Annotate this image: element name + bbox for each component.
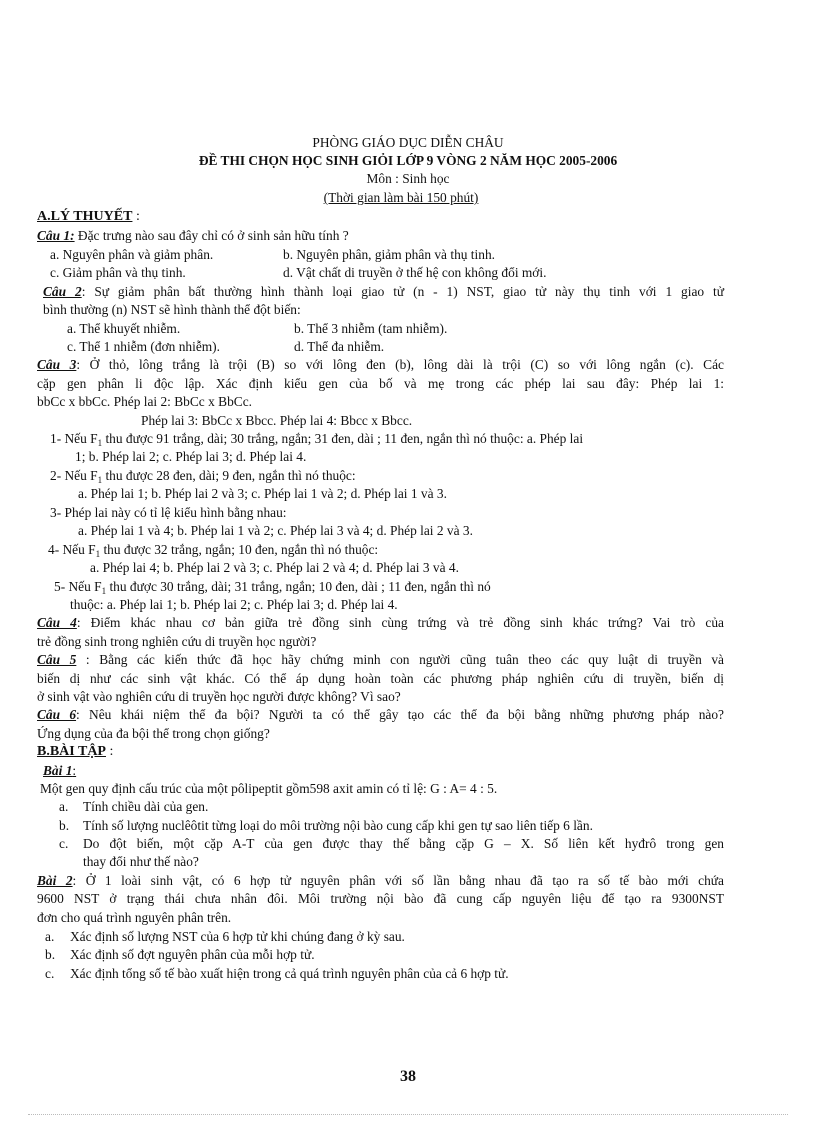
question-3-line-3: bbCc x bbCc. Phép lai 2: BbCc x BbCc. <box>37 394 252 409</box>
q3-sub-5-index: 1 <box>101 586 107 596</box>
footer-divider <box>28 1114 788 1115</box>
q3-sub-1-prefix: 1- Nếu F <box>50 431 98 446</box>
exercise-1-b: Tính số lượng nuclêôtit từng loại do môi trường nội bào cung cấp khi gen tự sao liên tiếp 6 lần. <box>83 818 593 833</box>
question-1-label: Câu 1: <box>37 228 75 243</box>
time-limit <box>0 189 816 206</box>
question-5-line-2: biến dị như các sinh vật khác. Có thể áp dụng hoàn toàn các phương pháp nghiên cứu di truyền, biến dị <box>37 671 724 686</box>
question-5-line-1 <box>37 651 724 668</box>
exercise-2-line-3: đơn cho quá trình nguyên phân trên. <box>37 910 232 925</box>
page-number: 38 <box>400 1068 416 1085</box>
question-4-line-2: trẻ đồng sinh trong nghiên cứu di truyền học người? <box>37 634 317 649</box>
q1-option-c: c. Giảm phân và thụ tinh. <box>50 265 186 280</box>
q3-sub-5-prefix: 5- Nếu F <box>54 579 102 594</box>
question-5-line-3: ở sinh vật vào nghiên cứu di truyền học người được không? Vì sao? <box>37 689 401 704</box>
section-a-heading <box>37 208 140 225</box>
q1-option-a: a. Nguyên phân và giảm phân. <box>50 247 214 262</box>
exercise-2-label: Bài 2 <box>37 873 73 888</box>
exercise-2-a-marker: a. <box>45 929 55 944</box>
q3-sub-5-text: thu được 30 trắng, dài; 31 trắng, ngắn; 10 đen, dài ; 11 đen, ngắn thì nó <box>106 579 491 594</box>
q3-sub-4-text: thu được 32 trắng, ngắn; 10 đen, ngắn thì nó thuộc: <box>100 542 379 557</box>
subject-line: Môn : Sinh học <box>366 171 450 186</box>
question-2-line-2: bình thường (n) NST sẽ hình thành thể đột biến: <box>43 302 301 317</box>
q3-sub-2-options: a. Phép lai 1; b. Phép lai 2 và 3; c. Phép lai 1 và 2; d. Phép lai 1 và 3. <box>78 486 447 501</box>
q3-sub-1-index: 1 <box>97 438 103 448</box>
q3-sub-4-prefix: 4- Nếu F <box>48 542 96 557</box>
q3-sub-2-prefix: 2- Nếu F <box>50 468 98 483</box>
exercise-2-line-1 <box>37 872 724 889</box>
question-3-label: Câu 3 <box>37 357 77 372</box>
question-4-line-1 <box>37 614 724 631</box>
question-6-line-1 <box>37 706 724 723</box>
q1-option-b: b. Nguyên phân, giảm phân và thụ tinh. <box>283 247 495 262</box>
section-b-heading <box>37 743 113 760</box>
question-3-line-4: Phép lai 3: BbCc x Bbcc. Phép lai 4: Bbcc x Bbcc. <box>141 413 413 428</box>
exercise-2-b: Xác định số đợt nguyên phân của mỗi hợp tử. <box>70 947 315 962</box>
section-a-title: A.LÝ THUYẾT <box>37 209 133 224</box>
question-6-label: Câu 6 <box>37 707 77 722</box>
question-3-text: : Ở thỏ, lông trắng là trội (B) so với lông đen (b), lông dài là trội (C) so với lông ngắn (c). Các <box>76 357 724 372</box>
question-1-text: Đặc trưng nào sau đây chỉ có ở sinh sản hữu tính ? <box>74 228 349 243</box>
q3-sub-2-index: 1 <box>97 475 103 485</box>
section-a-colon: : <box>132 209 140 224</box>
question-2-label: Câu 2 <box>43 284 82 299</box>
exercise-1-heading <box>43 762 76 779</box>
exercise-2-c: Xác định tổng số tế bào xuất hiện trong cả quá trình nguyên phân của cả 6 hợp tử. <box>70 966 509 981</box>
exercise-2-line-2: 9600 NST ở trạng thái chưa nhân đôi. Môi trường nội bào đã cung cấp nguyên liệu để tạo ra 9300NST <box>37 891 724 906</box>
exercise-1-intro: Một gen quy định cấu trúc của một pôlipeptit gồm598 axit amin có tỉ lệ: G : A= 4 : 5. <box>40 781 498 796</box>
section-b-colon: : <box>105 744 114 759</box>
q3-sub-4-index: 1 <box>95 549 101 559</box>
q3-sub-3-options: a. Phép lai 1 và 4; b. Phép lai 1 và 2; c. Phép lai 3 và 4; d. Phép lai 2 và 3. <box>78 523 473 538</box>
exercise-2-b-marker: b. <box>45 947 56 962</box>
q3-sub-1-options: 1; b. Phép lai 2; c. Phép lai 3; d. Phép lai 4. <box>75 449 307 464</box>
exercise-1-colon: : <box>72 763 77 778</box>
department-name: PHÒNG GIÁO DỤC DIỄN CHÂU <box>312 135 504 150</box>
q1-option-d: d. Vật chất di truyền ở thế hệ con không đổi mới. <box>283 265 547 280</box>
exam-title: ĐỀ THI CHỌN HỌC SINH GIỎI LỚP 9 VÒNG 2 NĂM HỌC 2005-2006 <box>198 153 618 168</box>
question-3-line-1 <box>37 356 724 373</box>
question-4-label: Câu 4 <box>37 615 77 630</box>
q3-sub-5-options: thuộc: a. Phép lai 1; b. Phép lai 2; c. Phép lai 3; d. Phép lai 4. <box>70 597 398 612</box>
q2-option-a: a. Thể khuyết nhiễm. <box>67 321 181 336</box>
question-5-label: Câu 5 <box>37 652 77 667</box>
exercise-1-c-marker: c. <box>59 836 69 851</box>
question-4-text: : Điểm khác nhau cơ bản giữa trẻ đồng sinh cùng trứng và trẻ đồng sinh khác trứng? Vai trò của <box>76 615 724 630</box>
time-limit-text: (Thời gian làm bài 150 phút) <box>323 190 479 205</box>
question-6-line-2: Ứng dụng của đa bội thể trong chọn giống? <box>37 726 270 741</box>
exercise-2-a: Xác định số lượng NST của 6 hợp tử khi chúng đang ở kỳ sau. <box>70 929 405 944</box>
q2-option-b: b. Thể 3 nhiễm (tam nhiễm). <box>294 321 448 336</box>
question-3-line-2: cặp gen phân li độc lập. Xác định kiểu gen của bố và mẹ trong các phép lai sau đây: Phép lai 1: <box>37 376 724 391</box>
exercise-1-c-line-1: Do đột biến, một cặp A-T của gen được thay thế bằng cặp G – X. Số liên kết hyđrô trong gen <box>83 836 724 851</box>
question-2-line-1 <box>43 283 724 300</box>
exercise-2-text: : Ở 1 loài sinh vật, có 6 hợp tử nguyên phân với số lần bằng nhau đã tạo ra số tế bào mới chứa <box>72 873 724 888</box>
q2-option-d: d. Thể đa nhiễm. <box>294 339 385 354</box>
exercise-1-a-marker: a. <box>59 799 69 814</box>
q3-sub-3: 3- Phép lai này có tỉ lệ kiểu hình bằng nhau: <box>50 505 287 520</box>
exercise-1-b-marker: b. <box>59 818 70 833</box>
exercise-2-c-marker: c. <box>45 966 55 981</box>
exercise-1-label: Bài 1 <box>43 763 73 778</box>
q2-option-c: c. Thể 1 nhiễm (đơn nhiễm). <box>67 339 220 354</box>
question-2-text: : Sự giảm phân bất thường hình thành loại giao tử (n - 1) NST, giao tử này thụ tinh với 1 giao tử <box>81 284 724 299</box>
question-1 <box>37 227 349 244</box>
question-5-text: : Bằng các kiến thức đã học hãy chứng minh con người cũng tuân theo các quy luật di truyền và <box>76 652 724 667</box>
q3-sub-4-options: a. Phép lai 4; b. Phép lai 2 và 3; c. Phép lai 2 và 4; d. Phép lai 3 và 4. <box>90 560 459 575</box>
q3-sub-1-text: thu được 91 trắng, dài; 30 trắng, ngắn; 31 đen, dài ; 11 đen, ngắn thì nó thuộc: a. Phép lai <box>102 431 584 446</box>
q3-sub-2-text: thu được 28 đen, dài; 9 đen, ngắn thì nó thuộc: <box>102 468 356 483</box>
section-b-title: B.BÀI TẬP <box>37 744 106 759</box>
question-6-text: : Nêu khái niệm thể đa bội? Người ta có thể gây tạo các thể đa bội bằng những phương pháp nào? <box>76 707 724 722</box>
exercise-1-c-line-2: thay đổi như thế nào? <box>83 854 199 869</box>
exercise-1-a: Tính chiều dài của gen. <box>83 799 209 814</box>
